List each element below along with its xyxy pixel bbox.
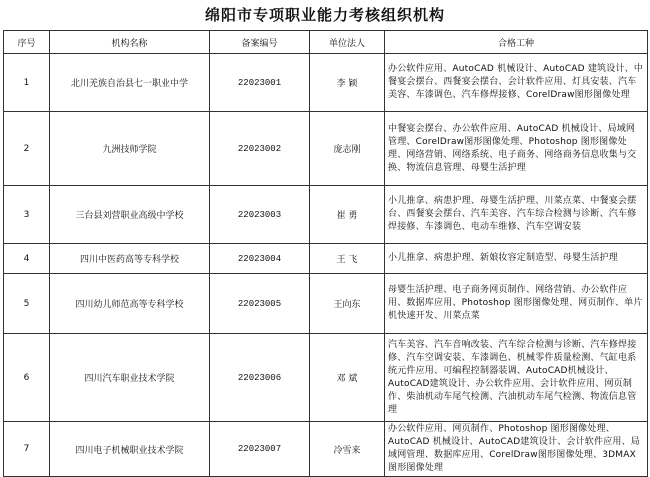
table-row [4,112,648,186]
record-no: 22023005 [210,274,310,334]
record-no: 22023006 [210,334,310,422]
legal-rep: 邓 斌 [310,334,385,422]
table-row [4,54,648,112]
row-index: 4 [4,244,50,274]
record-no: 22023002 [210,112,310,186]
row-index: 6 [4,334,50,422]
legal-rep: 李 颖 [310,54,385,112]
header-trades: 合格工种 [385,31,648,54]
trade-list: 办公软件应用、AutoCAD 机械设计、AutoCAD 建筑设计、中餐宴会摆台、西餐宴会摆台、会计软件应用、灯具安装、汽车美容、车漆调色、汽车修焊接修、CorelDraw图形图像处理 [385,54,648,112]
org-name: 四川中医药高等专科学校 [50,244,210,274]
row-index: 2 [4,112,50,186]
header-record-no: 备案编号 [210,31,310,54]
table-row [4,422,648,477]
legal-rep: 崔 勇 [310,186,385,244]
trade-list: 中餐宴会摆台、办公软件应用、AutoCAD 机械设计、局域网管理、CorelDraw图形图像处理、Photoshop 图形图像处理、网络营销、网络系统、电子商务、网络商务信息收集与交换、物流信息管理、母婴生活护理 [385,112,648,186]
trade-list: 母婴生活护理、电子商务网页制作、网络营销、办公软件应用、数据库应用、Photoshop 图形图像处理、网页制作、单片机快速开发、川菜点菜 [385,274,648,334]
table-row [4,334,648,422]
header-row [4,31,648,54]
org-name: 三台县刘营职业高级中学校 [50,186,210,244]
org-name: 北川羌族自治县七一职业中学 [50,54,210,112]
table-row [4,274,648,334]
table-row [4,186,648,244]
record-no: 22023004 [210,244,310,274]
organization-table [3,30,648,477]
org-name: 四川电子机械职业技术学院 [50,422,210,477]
row-index: 1 [4,54,50,112]
legal-rep: 王 飞 [310,244,385,274]
record-no: 22023001 [210,54,310,112]
table-row [4,244,648,274]
page-title: 绵阳市专项职业能力考核组织机构 [204,6,445,24]
org-name: 九洲技师学院 [50,112,210,186]
trade-list: 办公软件应用、网页制作、Photoshop 图形图像处理、AutoCAD 机械设计、AutoCAD建筑设计、会计软件应用、局域网管理、数据库应用、CorelDraw图形图像处理、3DMAX图形图像处理 [385,422,648,477]
row-index: 7 [4,422,50,477]
row-index: 5 [4,274,50,334]
record-no: 22023007 [210,422,310,477]
row-index: 3 [4,186,50,244]
trade-list: 小儿推拿、病患护理、新娘妆容定制造型、母婴生活护理 [385,244,648,274]
record-no: 22023003 [210,186,310,244]
legal-rep: 庞志刚 [310,112,385,186]
org-name: 四川幼儿师范高等专科学校 [50,274,210,334]
header-index: 序号 [4,31,50,54]
trade-list: 小儿推拿、病患护理、母婴生活护理、川菜点菜、中餐宴会摆台、西餐宴会摆台、汽车美容、汽车综合检测与诊断、汽车修焊接修、车漆调色、电动车维修、汽车空调安装 [385,186,648,244]
trade-list: 汽车美容、汽车音响改装、汽车综合检测与诊断、汽车修焊接修、汽车空调安装、车漆调色、机械零件质量检测、气缸电系统元件应用、可编程控制器装调、AutoCAD机械设计、AutoCAD建筑设计、办公软件应用、会计软件应用、网页制作、柴油机动车尾气检测、汽油机动车尾气检测、物流信息管理 [385,334,648,422]
header-legal-rep: 单位法人 [310,31,385,54]
legal-rep: 王向东 [310,274,385,334]
org-name: 四川汽车职业技术学院 [50,334,210,422]
header-org-name: 机构名称 [50,31,210,54]
legal-rep: 冷雪来 [310,422,385,477]
